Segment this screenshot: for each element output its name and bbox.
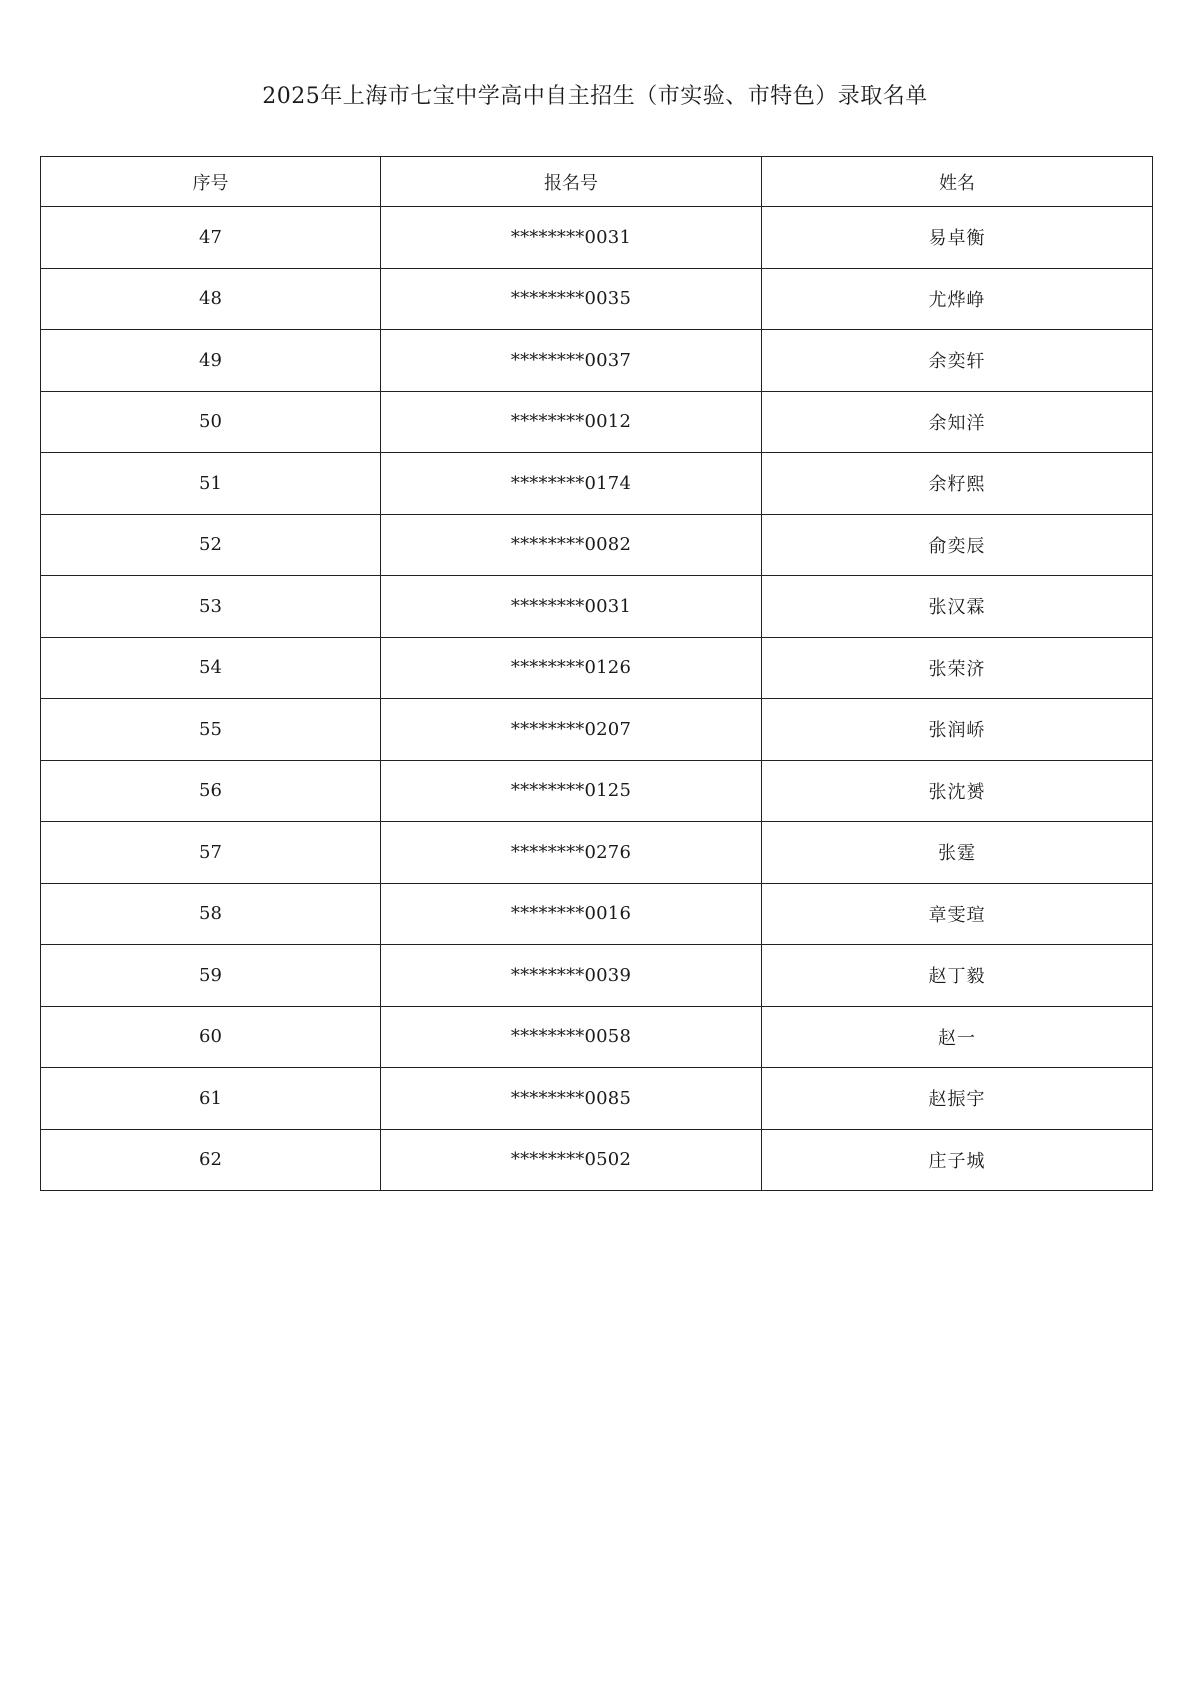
student-name-cell: 章雯瑄 <box>762 883 1153 945</box>
table-row <box>41 699 1153 761</box>
seq-cell: 56 <box>41 760 381 822</box>
registration-number-cell: ********0035 <box>381 268 762 330</box>
registration-number-cell: ********0085 <box>381 1068 762 1130</box>
seq-cell: 49 <box>41 330 381 392</box>
table-row <box>41 268 1153 330</box>
student-name-cell: 易卓衡 <box>762 207 1153 269</box>
table-row <box>41 453 1153 515</box>
student-name-cell: 尤烨峥 <box>762 268 1153 330</box>
registration-number-cell: ********0039 <box>381 945 762 1007</box>
student-name-cell: 余知洋 <box>762 391 1153 453</box>
admission-list-table <box>40 156 1153 1191</box>
table-row <box>41 1129 1153 1191</box>
registration-number-cell: ********0174 <box>381 453 762 515</box>
student-name-cell: 张润峤 <box>762 699 1153 761</box>
registration-number-cell: ********0031 <box>381 576 762 638</box>
table-row <box>41 822 1153 884</box>
table-header-row <box>41 157 1153 207</box>
column-header-name: 姓名 <box>762 157 1153 207</box>
table-body <box>41 207 1153 1191</box>
registration-number-cell: ********0037 <box>381 330 762 392</box>
table-row <box>41 760 1153 822</box>
seq-cell: 47 <box>41 207 381 269</box>
column-header-reg-no: 报名号 <box>381 157 762 207</box>
student-name-cell: 俞奕辰 <box>762 514 1153 576</box>
student-name-cell: 张霆 <box>762 822 1153 884</box>
table-row <box>41 883 1153 945</box>
seq-cell: 50 <box>41 391 381 453</box>
student-name-cell: 余奕轩 <box>762 330 1153 392</box>
seq-cell: 57 <box>41 822 381 884</box>
seq-cell: 62 <box>41 1129 381 1191</box>
student-name-cell: 张沈赟 <box>762 760 1153 822</box>
page-title: 2025年上海市七宝中学高中自主招生（市实验、市特色）录取名单 <box>262 84 928 109</box>
seq-cell: 51 <box>41 453 381 515</box>
seq-cell: 55 <box>41 699 381 761</box>
seq-cell: 59 <box>41 945 381 1007</box>
table-row <box>41 207 1153 269</box>
table-row <box>41 330 1153 392</box>
table-row <box>41 514 1153 576</box>
student-name-cell: 张汉霖 <box>762 576 1153 638</box>
seq-cell: 53 <box>41 576 381 638</box>
student-name-cell: 张荣济 <box>762 637 1153 699</box>
seq-cell: 52 <box>41 514 381 576</box>
registration-number-cell: ********0125 <box>381 760 762 822</box>
seq-cell: 54 <box>41 637 381 699</box>
registration-number-cell: ********0207 <box>381 699 762 761</box>
student-name-cell: 赵丁毅 <box>762 945 1153 1007</box>
registration-number-cell: ********0082 <box>381 514 762 576</box>
registration-number-cell: ********0058 <box>381 1006 762 1068</box>
seq-cell: 61 <box>41 1068 381 1130</box>
table-row <box>41 391 1153 453</box>
registration-number-cell: ********0276 <box>381 822 762 884</box>
seq-cell: 48 <box>41 268 381 330</box>
table-row <box>41 1068 1153 1130</box>
column-header-seq: 序号 <box>41 157 381 207</box>
table-row <box>41 576 1153 638</box>
registration-number-cell: ********0012 <box>381 391 762 453</box>
student-name-cell: 赵一 <box>762 1006 1153 1068</box>
table-row <box>41 1006 1153 1068</box>
registration-number-cell: ********0031 <box>381 207 762 269</box>
table-row <box>41 945 1153 1007</box>
seq-cell: 60 <box>41 1006 381 1068</box>
student-name-cell: 赵振宇 <box>762 1068 1153 1130</box>
student-name-cell: 庄子城 <box>762 1129 1153 1191</box>
student-name-cell: 余籽熙 <box>762 453 1153 515</box>
seq-cell: 58 <box>41 883 381 945</box>
registration-number-cell: ********0502 <box>381 1129 762 1191</box>
table-row <box>41 637 1153 699</box>
registration-number-cell: ********0016 <box>381 883 762 945</box>
registration-number-cell: ********0126 <box>381 637 762 699</box>
